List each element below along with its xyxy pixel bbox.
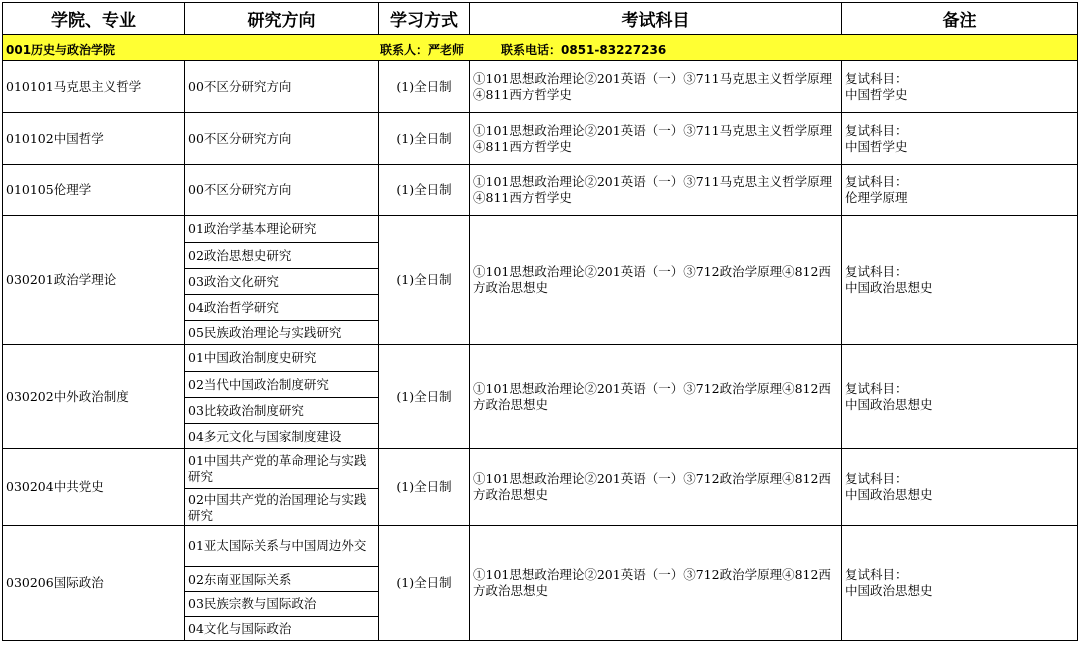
department-banner: [2, 34, 1078, 60]
subjects-cell: ①101思想政治理论②201英语（一）③711马克思主义哲学原理④811西方哲学史: [469, 60, 841, 112]
mode-cell: (1)全日制: [378, 164, 469, 215]
subjects-cell: ①101思想政治理论②201英语（一）③711马克思主义哲学原理④811西方哲学史: [469, 112, 841, 164]
department-name: 001历史与政治学院: [6, 43, 116, 57]
major-cell: 010102中国哲学: [2, 112, 184, 164]
note-label: 复试科目：: [845, 174, 908, 189]
direction-cell: [184, 215, 378, 344]
note-label: 复试科目：: [845, 264, 908, 279]
subjects-cell: ①101思想政治理论②201英语（一）③712政治学原理④812西方政治思想史: [469, 215, 841, 344]
table-row: [2, 60, 1078, 112]
table-row: [2, 448, 1078, 525]
header-notes: 备注: [841, 2, 1078, 34]
major-cell: 010101马克思主义哲学: [2, 60, 184, 112]
direction-item: 01亚太国际关系与中国周边外交: [188, 538, 367, 553]
header-mode: 学习方式: [378, 2, 469, 34]
direction-cell: 00不区分研究方向: [184, 112, 378, 164]
direction-cell: [184, 344, 378, 448]
mode-cell: (1)全日制: [378, 215, 469, 344]
note-value: 中国哲学史: [845, 138, 908, 154]
note-value: 中国政治思想史: [845, 583, 933, 598]
subjects-cell: ①101思想政治理论②201英语（一）③712政治学原理④812西方政治思想史: [469, 525, 841, 640]
department-contact: 联系人：严老师: [380, 43, 465, 57]
note-label: 复试科目：: [845, 471, 908, 486]
direction-item: 02东南亚国际关系: [185, 566, 378, 591]
direction-item: 03民族宗教与国际政治: [185, 591, 378, 616]
direction-cell: [184, 525, 378, 640]
header-subjects: 考试科目: [469, 2, 841, 34]
direction-item: 04文化与国际政治: [185, 616, 378, 641]
table-row: [2, 344, 1078, 448]
direction-cell: 00不区分研究方向: [184, 60, 378, 112]
note-value: 中国哲学史: [845, 86, 908, 102]
note-value: 中国政治思想史: [845, 396, 933, 412]
mode-cell: (1)全日制: [378, 525, 469, 640]
note-label: 复试科目：: [845, 70, 908, 86]
major-cell: 030206国际政治: [2, 525, 184, 640]
direction-item: 05民族政治理论与实践研究: [185, 320, 378, 345]
major-cell: 030201政治学理论: [2, 215, 184, 344]
mode-cell: (1)全日制: [378, 448, 469, 525]
direction-item: 02中国共产党的治国理论与实践研究: [185, 488, 378, 526]
note-label: 复试科目：: [845, 567, 908, 582]
direction-item: 01中国政治制度史研究: [188, 350, 317, 365]
direction-item: 02当代中国政治制度研究: [185, 371, 378, 397]
table-header: [2, 2, 1078, 34]
major-cell: 010105伦理学: [2, 164, 184, 215]
subjects-cell: ①101思想政治理论②201英语（一）③712政治学原理④812西方政治思想史: [469, 448, 841, 525]
department-phone: 联系电话：0851-83227236: [501, 43, 667, 57]
subjects-cell: ①101思想政治理论②201英语（一）③712政治学原理④812西方政治思想史: [469, 344, 841, 448]
mode-cell: (1)全日制: [378, 112, 469, 164]
admissions-table: [2, 2, 1078, 640]
direction-item: 02政治思想史研究: [185, 242, 378, 268]
direction-cell: [184, 448, 378, 525]
notes-cell: [841, 112, 1078, 164]
header-major: 学院、专业: [2, 2, 184, 34]
table-bottom-border: [2, 640, 1078, 641]
note-value: 中国政治思想史: [845, 487, 933, 502]
major-cell: 030204中共党史: [2, 448, 184, 525]
direction-item: 04政治哲学研究: [185, 294, 378, 320]
notes-cell: [841, 344, 1078, 448]
notes-cell: [841, 448, 1078, 525]
note-label: 复试科目：: [845, 380, 908, 396]
direction-item: 04多元文化与国家制度建设: [185, 423, 378, 449]
notes-cell: [841, 525, 1078, 640]
major-cell: 030202中外政治制度: [2, 344, 184, 448]
table-row: [2, 525, 1078, 640]
subjects-cell: ①101思想政治理论②201英语（一）③711马克思主义哲学原理④811西方哲学史: [469, 164, 841, 215]
direction-item: 01中国共产党的革命理论与实践研究: [188, 452, 367, 484]
note-value: 伦理学原理: [845, 190, 908, 205]
direction-item: 01政治学基本理论研究: [188, 221, 317, 236]
mode-cell: (1)全日制: [378, 60, 469, 112]
notes-cell: [841, 164, 1078, 215]
table-row: [2, 215, 1078, 344]
mode-cell: (1)全日制: [378, 344, 469, 448]
direction-item: 03政治文化研究: [185, 268, 378, 294]
note-value: 中国政治思想史: [845, 280, 933, 295]
direction-cell: 00不区分研究方向: [184, 164, 378, 215]
notes-cell: [841, 60, 1078, 112]
header-direction: 研究方向: [184, 2, 378, 34]
direction-item: 03比较政治制度研究: [185, 397, 378, 423]
table-row: [2, 112, 1078, 164]
note-label: 复试科目：: [845, 122, 908, 138]
notes-cell: [841, 215, 1078, 344]
table-row: [2, 164, 1078, 215]
